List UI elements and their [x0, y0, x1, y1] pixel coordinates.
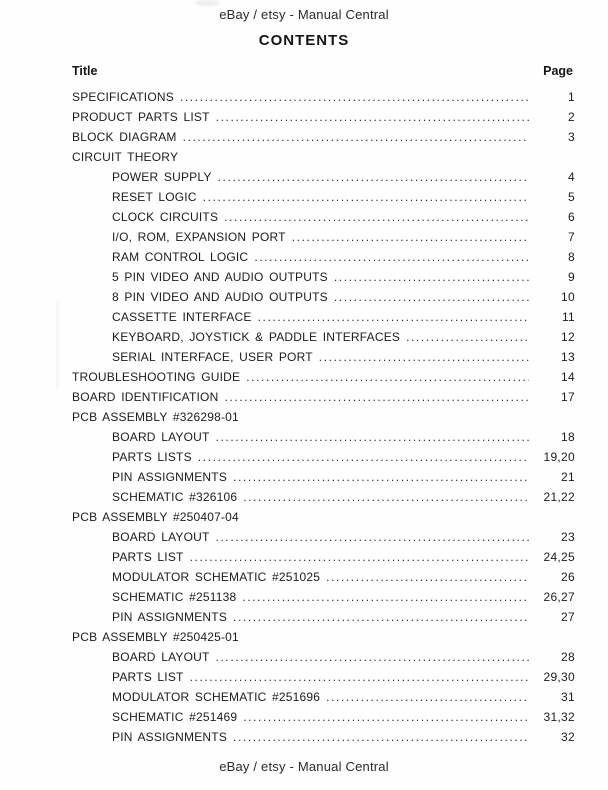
toc-row [0, 187, 608, 207]
dot-leader [334, 287, 529, 307]
toc-entry-label: BLOCK DIAGRAM [72, 130, 177, 144]
toc-row [0, 647, 608, 667]
toc-entry-label: PARTS LIST [112, 670, 184, 684]
dot-leader [218, 167, 529, 187]
toc-row [0, 727, 608, 747]
page-number: 18 [561, 430, 575, 444]
dot-leader [183, 127, 529, 147]
page-number: 17 [561, 390, 575, 404]
toc-entry-label: RESET LOGIC [112, 190, 197, 204]
toc-entry-label: KEYBOARD, JOYSTICK & PADDLE INTERFACES [112, 330, 401, 344]
toc-row [0, 267, 608, 287]
page-number: 26 [561, 570, 575, 584]
column-header-page: Page [543, 64, 573, 78]
page-number: 23 [561, 530, 575, 544]
page-number: 13 [561, 350, 575, 364]
page-number: 32 [561, 730, 575, 744]
toc-row [0, 447, 608, 467]
page-number: 11 [561, 310, 575, 324]
toc-entry-label: 8 PIN VIDEO AND AUDIO OUTPUTS [112, 290, 328, 304]
toc-entry-label: TROUBLESHOOTING GUIDE [72, 370, 241, 384]
page-number: 19,20 [543, 450, 575, 464]
dot-leader [224, 207, 529, 227]
toc-entry-label: MODULATOR SCHEMATIC #251025 [112, 570, 321, 584]
toc-row [0, 347, 608, 367]
toc-entry-label: POWER SUPPLY [112, 170, 212, 184]
dot-leader [254, 247, 529, 267]
toc-entry-label: PCB ASSEMBLY #326298-01 [72, 410, 239, 424]
page-number: 10 [561, 290, 575, 304]
dot-leader [233, 607, 529, 627]
toc-entry-label: PCB ASSEMBLY #250425-01 [72, 630, 239, 644]
toc-entry-label: BOARD IDENTIFICATION [72, 390, 219, 404]
dot-leader [216, 647, 529, 667]
toc-entry-label: CASSETTE INTERFACE [112, 310, 252, 324]
contents-title: CONTENTS [258, 32, 350, 49]
dot-leader [246, 367, 529, 387]
page-number: 14 [561, 370, 575, 384]
toc-entry-label: BOARD LAYOUT [112, 650, 210, 664]
dot-leader [216, 527, 529, 547]
page-number: 24,25 [543, 550, 575, 564]
page-number: 27 [561, 610, 575, 624]
page-number: 2 [568, 110, 575, 124]
dot-leader [216, 107, 529, 127]
toc-entry-label: MODULATOR SCHEMATIC #251696 [112, 690, 321, 704]
page-footer-text: eBay / etsy - Manual Central [219, 759, 389, 774]
dot-leader [334, 267, 529, 287]
toc-row [0, 167, 608, 187]
dot-leader [292, 227, 529, 247]
toc-entry-label: PIN ASSIGNMENTS [112, 730, 228, 744]
toc-entry-label: BOARD LAYOUT [112, 530, 210, 544]
toc-entry-label: CLOCK CIRCUITS [112, 210, 219, 224]
dot-leader [224, 387, 529, 407]
dot-leader [203, 187, 529, 207]
toc-row [0, 367, 608, 387]
toc-entry-label: CIRCUIT THEORY [72, 150, 179, 164]
page-number: 4 [568, 170, 575, 184]
page-number: 6 [568, 210, 575, 224]
page-number: 5 [568, 190, 575, 204]
toc-row [0, 427, 608, 447]
toc-row [0, 587, 608, 607]
toc-row [0, 107, 608, 127]
toc-entry-label: PARTS LIST [112, 550, 184, 564]
page-number: 28 [561, 650, 575, 664]
page-number: 31 [561, 690, 575, 704]
page-header-text: eBay / etsy - Manual Central [219, 7, 389, 22]
toc-row [0, 687, 608, 707]
page-number: 29,30 [543, 670, 575, 684]
toc-entry-label: 5 PIN VIDEO AND AUDIO OUTPUTS [112, 270, 328, 284]
toc-entry-label: PIN ASSIGNMENTS [112, 470, 228, 484]
dot-leader [243, 487, 529, 507]
page-number: 12 [561, 330, 575, 344]
toc-entry-label: PRODUCT PARTS LIST [72, 110, 210, 124]
dot-leader [258, 307, 529, 327]
dot-leader [242, 587, 529, 607]
dot-leader [326, 687, 529, 707]
dot-leader [190, 547, 529, 567]
toc-row [0, 627, 608, 647]
page-number: 31,32 [543, 710, 575, 724]
toc-row [0, 207, 608, 227]
toc-entry-label: PARTS LISTS [112, 450, 192, 464]
toc-row [0, 607, 608, 627]
toc-entry-label: SPECIFICATIONS [72, 90, 174, 104]
page-number: 7 [568, 230, 575, 244]
toc-entry-label: SCHEMATIC #326106 [112, 490, 238, 504]
toc-entry-label: SERIAL INTERFACE, USER PORT [112, 350, 313, 364]
toc-entry-label: SCHEMATIC #251138 [112, 590, 237, 604]
toc-entry-label: PCB ASSEMBLY #250407-04 [72, 510, 239, 524]
page-number: 21 [561, 470, 575, 484]
page-number: 8 [568, 250, 575, 264]
toc-row [0, 567, 608, 587]
dot-leader [319, 347, 529, 367]
toc-row [0, 527, 608, 547]
dot-leader [406, 327, 529, 347]
toc-row [0, 707, 608, 727]
toc-entry-label: PIN ASSIGNMENTS [112, 610, 228, 624]
toc-row [0, 307, 608, 327]
toc-row [0, 127, 608, 147]
page-number: 26,27 [543, 590, 575, 604]
toc-entry-label: BOARD LAYOUT [112, 430, 210, 444]
toc-entry-label: I/O, ROM, EXPANSION PORT [112, 230, 286, 244]
toc-row [0, 147, 608, 167]
toc-list [0, 87, 608, 747]
toc-row [0, 547, 608, 567]
toc-row [0, 507, 608, 527]
column-header-row [72, 64, 573, 78]
page-number: 3 [568, 130, 575, 144]
toc-row [0, 227, 608, 247]
toc-entry-label: RAM CONTROL LOGIC [112, 250, 249, 264]
toc-row [0, 487, 608, 507]
page-number: 9 [568, 270, 575, 284]
toc-row [0, 407, 608, 427]
toc-row [0, 327, 608, 347]
dot-leader [233, 467, 529, 487]
scan-smudge [195, 0, 219, 6]
dot-leader [198, 447, 529, 467]
toc-row [0, 467, 608, 487]
dot-leader [190, 667, 529, 687]
toc-row [0, 247, 608, 267]
dot-leader [233, 727, 529, 747]
toc-row [0, 287, 608, 307]
toc-row [0, 387, 608, 407]
dot-leader [216, 427, 529, 447]
column-header-title: Title [72, 64, 98, 78]
dot-leader [180, 87, 529, 107]
page-number: 21,22 [543, 490, 575, 504]
dot-leader [326, 567, 529, 587]
dot-leader [243, 707, 529, 727]
toc-row [0, 87, 608, 107]
page-number: 1 [568, 90, 575, 104]
toc-entry-label: SCHEMATIC #251469 [112, 710, 238, 724]
toc-row [0, 667, 608, 687]
